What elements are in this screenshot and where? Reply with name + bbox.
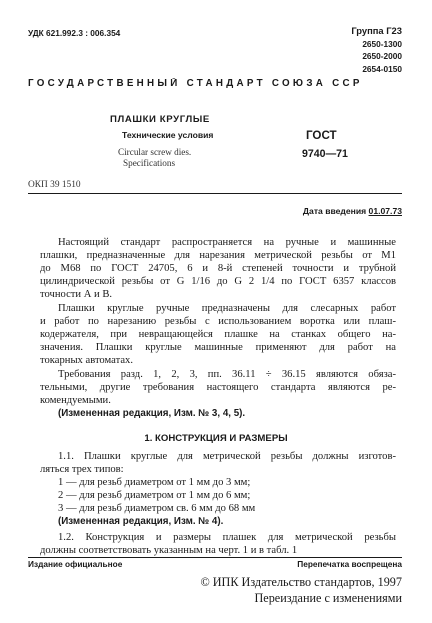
reissue-note: Переиздание с изменениями [254, 590, 402, 605]
intro-date [303, 206, 402, 216]
copyright: © ИПК Издательство стандартов, 1997 [200, 575, 402, 589]
group-code: Группа Г23 [351, 25, 402, 36]
text-line: цилиндрической резьбы от G 1/16 до G 2 1/4 по ГОСТ 6357 классов [40, 276, 396, 288]
paragraph-requirements [40, 368, 396, 420]
amendment-note: (Измененная редакция, Изм. № 3, 4, 5). [58, 408, 246, 420]
divider [28, 193, 402, 194]
text-line: 1.2. Конструкция и размеры плашек для метрической резьбы [58, 532, 396, 543]
classification-codes [362, 38, 402, 75]
reprint-prohibited: Перепечатка воспрещена [297, 559, 402, 569]
text-line: плашки, предназначенные для нарезания метрической резьбы от M1 [40, 250, 396, 262]
amendment-note: (Измененная редакция, Изм. № 4). [58, 516, 224, 528]
classification-code: 2654-0150 [362, 63, 402, 74]
udc-code: УДК 621.992.3 : 006.354 [28, 28, 121, 38]
publisher-block [200, 575, 402, 606]
text-line: до M68 по ГОСТ 24705, 6 и 8-й степеней точности и трубной [40, 263, 396, 275]
gost-label: ГОСТ [306, 129, 337, 142]
text-line: комендуемыми. [40, 395, 111, 407]
footer-divider [28, 557, 402, 558]
classification-code: 2650-2000 [362, 51, 402, 62]
text-line: Требования разд. 1, 2, 3, пп. 36.11 ÷ 36.15 являются обяза- [58, 369, 396, 380]
text-line: и работ по нарезанию резьбы с использованием воротка или плаш- [40, 316, 396, 328]
section-heading: 1. КОНСТРУКЦИЯ И РАЗМЕРЫ [144, 433, 288, 444]
text-line: тельными, другие требования настоящего стандарта являются ре- [40, 382, 396, 394]
intro-date-label: Дата введения [302, 206, 367, 216]
title-en-line2: Specifications [123, 158, 176, 168]
paragraph-scope [40, 236, 396, 301]
text-line: должны соответствовать указанным на черт. 1 и в табл. 1 [40, 545, 298, 557]
text-line: значения. Плашки круглые машинные применяют для работ на [40, 342, 396, 354]
classification-code: 2650-1300 [362, 39, 402, 49]
subtitle-ru: Технические условия [122, 130, 214, 140]
gost-number: 9740—71 [302, 148, 348, 160]
title-ru: ПЛАШКИ КРУГЛЫЕ [110, 114, 210, 125]
clause-1-1 [40, 450, 396, 529]
text-line: ляться трех типов: [40, 464, 124, 476]
text-line: точности А и В. [40, 289, 113, 301]
title-en [118, 147, 191, 169]
okp-code: ОКП 39 1510 [28, 180, 81, 190]
text-line: кодержателя, при невращающейся плашке на станках общего на- [40, 329, 396, 341]
text-line: Настоящий стандарт распространяется на ручные и машинные [58, 237, 396, 248]
clause-1-2 [40, 531, 396, 557]
text-line: токарных автоматах. [40, 355, 133, 367]
list-item: 2 — для резьб диаметром от 1 мм до 6 мм; [58, 490, 251, 502]
title-en-line1: Circular screw dies. [118, 147, 192, 157]
text-line: 1.1. Плашки круглые для метрической резьбы должны изготов- [58, 451, 396, 462]
text-line: Плашки круглые ручные предназначены для слесарных работ [58, 303, 396, 314]
list-item: 1 — для резьб диаметром от 1 мм до 3 мм; [58, 477, 251, 489]
paragraph-purpose [40, 302, 396, 367]
list-item: 3 — для резьб диаметром св. 6 мм до 68 мм [58, 503, 256, 515]
official-edition: Издание официальное [28, 559, 123, 569]
intro-date-value: 01.07.73 [368, 206, 402, 216]
standard-banner: ГОСУДАРСТВЕННЫЙ СТАНДАРТ СОЮЗА ССР [28, 78, 363, 89]
